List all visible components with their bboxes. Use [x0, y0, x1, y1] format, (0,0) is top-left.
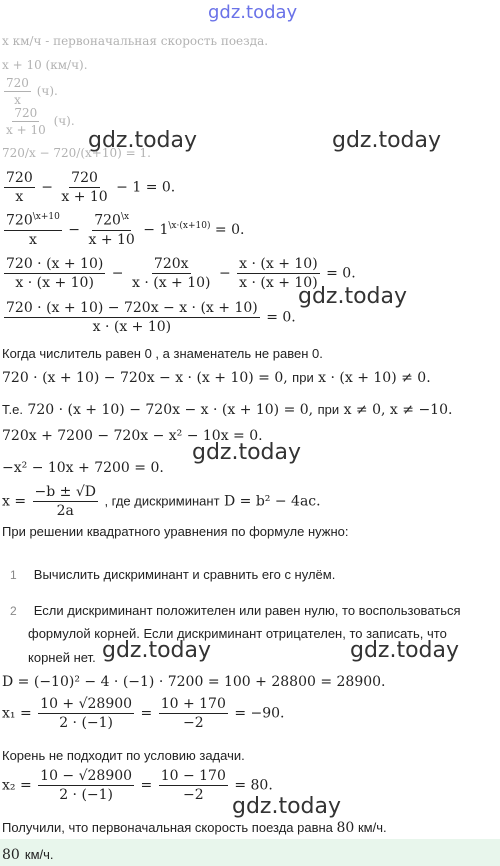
- faded-line-3: $\frac{720}{x}$ (ч).: [6, 76, 58, 107]
- watermark: gdz.today: [232, 794, 342, 819]
- faded-line-1: x км/ч - первоначальная скорость поезда.: [2, 34, 269, 48]
- faded-line-5: 720/x − 720/(x+10) = 1.: [2, 146, 151, 160]
- equation-root-1: x₁ = $\frac{10 + √28900}{2 \cdot (-1)}$ = $\frac{10 + 170}{-2}$ = −90.: [2, 696, 285, 731]
- list-item: 1 Вычислить дискриминант и сравнить его с нулём.: [10, 567, 336, 582]
- watermark: gdz.today: [88, 128, 198, 153]
- text-root-rejected: Корень не подходит по условию задачи.: [2, 748, 245, 763]
- watermark: gdz.today: [298, 284, 408, 309]
- text-conclusion: Получили, что первоначальная скорость поезда равна 80 км/ч.: [2, 820, 387, 836]
- watermark: gdz.today: [192, 440, 302, 465]
- watermark: gdz.today: [332, 128, 442, 153]
- equation-5: 720 · (x + 10) − 720x − x · (x + 10) = 0, при x · (x + 10) ≠ 0.: [2, 370, 431, 386]
- answer-box: [0, 839, 500, 866]
- equation-9: x = $\frac{-b \pm √D}{2a}$ , где дискриминант D = b² − 4ac.: [2, 484, 321, 519]
- text-instructions: При решении квадратного уравнения по формуле нужно:: [2, 524, 349, 539]
- watermark: gdz.today: [350, 638, 460, 663]
- equation-1: $\frac{720}{x}$ − $\frac{720}{x + 10}$ − 1 = 0.: [6, 170, 176, 205]
- equation-3: $\frac{720 \cdot (x + 10)}{x \cdot (x + 10)}$ − $\frac{720x}{x \cdot (x + 10)}$ − $\frac{x \cdot (x + 10)}{x \cdot (x + 10)}$ = 0.: [6, 256, 356, 291]
- text-condition: Когда числитель равен 0 , а знаменатель не равен 0.: [2, 346, 323, 361]
- list-item: 2 Если дискриминант положителен или равен нулю, то воспользоваться: [10, 603, 461, 618]
- equation-2: $\frac{720^{\backslash x+10}}{x}$ − $\frac{720^{\backslash x}}{x + 10}$ − $1^{\backslash x\cdot(x+10)} = 0$.: [6, 212, 245, 248]
- list-item-line: формулой корней. Если дискриминант отрицателен, то записать, что: [28, 626, 447, 641]
- equation-4: $\frac{720 \cdot (x + 10) - 720x - x \cdot (x + 10)}{x \cdot (x + 10)}$ = 0.: [6, 300, 296, 335]
- equation-6: Т.е. 720 · (x + 10) − 720x − x · (x + 10) = 0, при x ≠ 0, x ≠ −10.: [2, 402, 453, 418]
- equation-root-2: x₂ = $\frac{10 - √28900}{2 \cdot (-1)}$ = $\frac{10 - 170}{-2}$ = 80.: [2, 768, 273, 803]
- faded-line-2: x + 10 (км/ч).: [2, 58, 88, 72]
- equation-8: −x² − 10x + 7200 = 0.: [2, 460, 164, 476]
- watermark-top: gdz.today: [208, 2, 298, 23]
- answer: 80 км/ч.: [2, 847, 54, 863]
- equation-7: 720x + 7200 − 720x − x² − 10x = 0.: [2, 428, 263, 444]
- list-item-line: корней нет.: [28, 650, 96, 665]
- faded-line-4: $\frac{720}{x + 10}$ (ч).: [6, 106, 75, 137]
- equation-discriminant: D = (−10)² − 4 · (−1) · 7200 = 100 + 28800 = 28900.: [2, 674, 386, 690]
- watermark: gdz.today: [102, 638, 212, 663]
